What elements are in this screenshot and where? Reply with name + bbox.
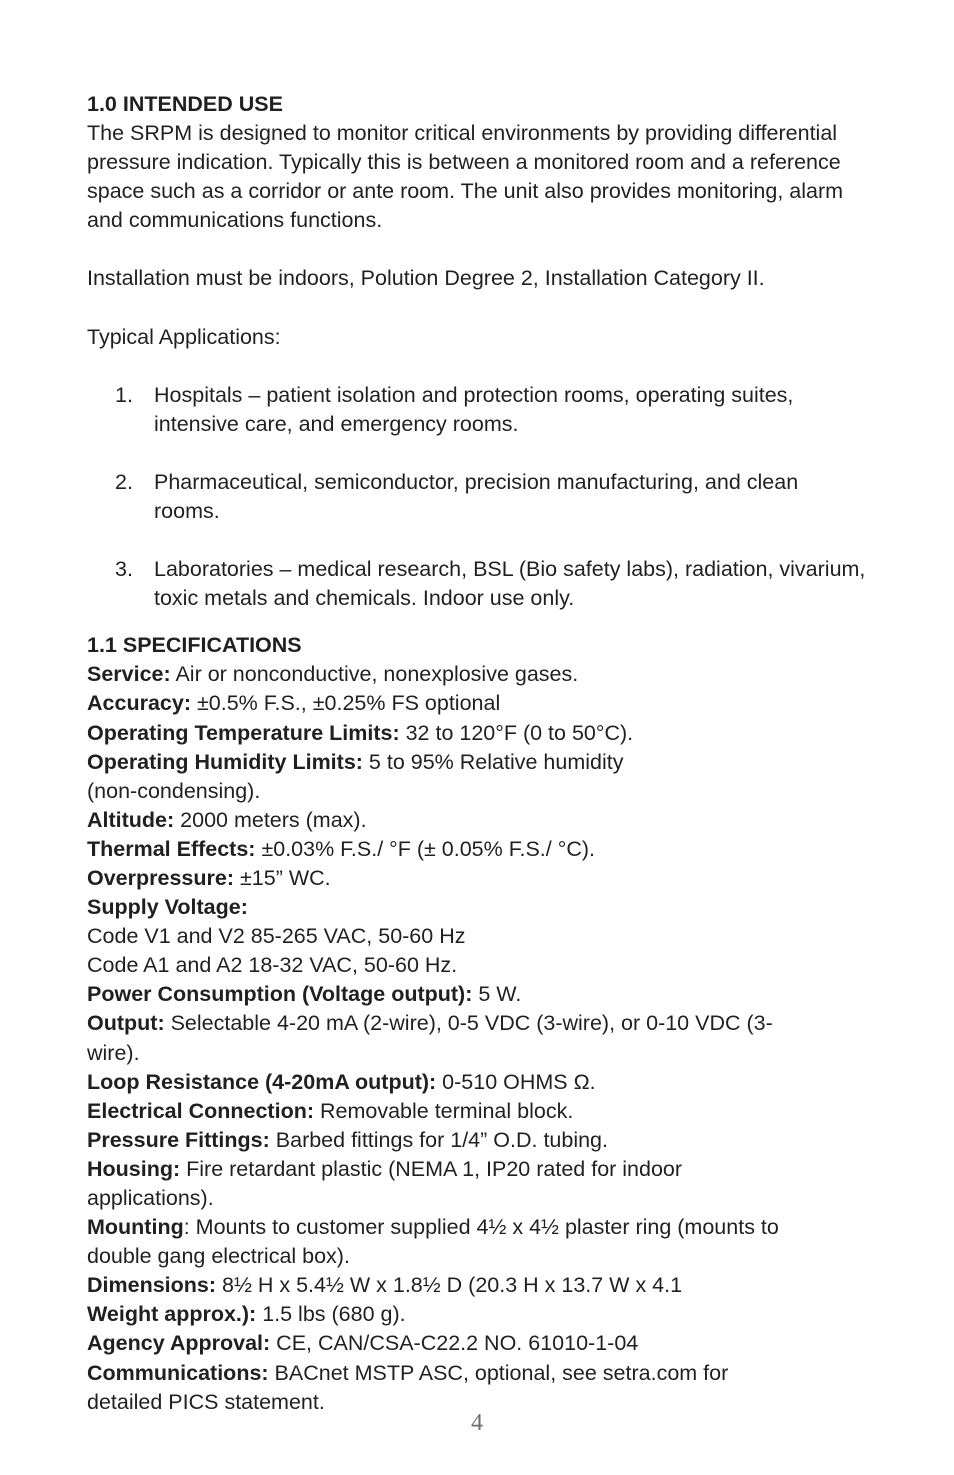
- spec-label: Operating Humidity Limits:: [87, 749, 363, 774]
- spec-electrical-connection: [87, 1097, 867, 1126]
- spec-value: 1.5 lbs (680 g).: [256, 1302, 406, 1327]
- spec-thermal-effects: [87, 835, 867, 864]
- spec-label: Accuracy:: [87, 691, 191, 716]
- spec-label: Mounting: [87, 1215, 184, 1240]
- spec-value: 32 to 120°F (0 to 50°C).: [399, 720, 634, 745]
- spec-value: 5 W.: [472, 982, 522, 1007]
- spec-accuracy: [87, 689, 867, 718]
- spec-output: [87, 1009, 867, 1038]
- list-item: [87, 468, 867, 526]
- page-number: 4: [471, 1410, 483, 1436]
- list-item-number: 1.: [115, 382, 133, 407]
- spec-value: 8½ H x 5.4½ W x 1.8½ D (20.3 H x 13.7 W x 4.1: [216, 1273, 683, 1298]
- spec-label: Housing:: [87, 1156, 181, 1181]
- spacer: [87, 294, 867, 323]
- spec-value: Barbed fittings for 1/4” O.D. tubing.: [269, 1127, 608, 1152]
- spec-supply-voltage-line-2: Code A1 and A2 18-32 VAC, 50-60 Hz.: [87, 953, 458, 978]
- spec-service: [87, 660, 867, 689]
- spec-supply-voltage-line-1: Code V1 and V2 85-265 VAC, 50-60 Hz: [87, 924, 466, 949]
- spec-mounting-cont: double gang electrical box).: [87, 1244, 350, 1269]
- spec-value: Fire retardant plastic (NEMA 1, IP20 rated for indoor: [180, 1156, 683, 1181]
- spec-loop-resistance: [87, 1068, 867, 1097]
- spec-label: Thermal Effects:: [87, 836, 256, 861]
- spec-value: Air or nonconductive, nonexplosive gases.: [170, 662, 579, 687]
- spec-value: ±0.03% F.S./ °F (± 0.05% F.S./ °C).: [255, 836, 595, 861]
- spec-agency-approval: [87, 1329, 867, 1358]
- spec-mounting: [87, 1213, 867, 1242]
- list-item: [87, 381, 867, 439]
- spec-operating-temperature: [87, 719, 867, 748]
- spec-label: Loop Resistance (4-20mA output):: [87, 1069, 437, 1094]
- specifications-heading: 1.1 SPECIFICATIONS: [87, 633, 302, 658]
- spec-operating-humidity-cont: (non-condensing).: [87, 778, 261, 803]
- spec-label: Output:: [87, 1011, 165, 1036]
- spec-value: 2000 meters (max).: [174, 807, 367, 832]
- spacer: [87, 352, 867, 381]
- spec-value: : Mounts to customer supplied 4½ x 4½ plaster ring (mounts to: [183, 1215, 779, 1240]
- specifications-list: [87, 660, 867, 1416]
- spec-label: Supply Voltage:: [87, 895, 248, 920]
- spec-value: ±0.5% F.S., ±0.25% FS optional: [190, 691, 501, 716]
- intended-use-paragraph: The SRPM is designed to monitor critical environments by providing differential pressure indication. Typically this is between a monitored room and a reference space such as a corridor or ante room. The unit also provides monitoring, alarm and communications functions.: [87, 121, 844, 233]
- spec-operating-humidity: [87, 748, 867, 777]
- installation-note: Installation must be indoors, Polution Degree 2, Installation Category II.: [87, 266, 765, 291]
- spec-label: Altitude:: [87, 807, 175, 832]
- list-item-number: 3.: [115, 557, 133, 582]
- spec-supply-voltage: [87, 893, 867, 922]
- spec-label: Electrical Connection:: [87, 1098, 314, 1123]
- spec-label: Communications:: [87, 1360, 269, 1385]
- applications-label: Typical Applications:: [87, 324, 281, 349]
- spec-housing: [87, 1155, 867, 1184]
- spec-communications-cont: detailed PICS statement.: [87, 1389, 325, 1414]
- intended-use-heading: 1.0 INTENDED USE: [87, 92, 283, 116]
- list-item: [87, 555, 867, 613]
- spec-power-consumption: [87, 980, 867, 1009]
- spec-output-cont: wire).: [87, 1040, 140, 1065]
- spec-communications: [87, 1359, 867, 1388]
- spec-dimensions: [87, 1271, 867, 1300]
- spec-pressure-fittings: [87, 1126, 867, 1155]
- spec-label: Overpressure:: [87, 865, 234, 890]
- spec-label: Power Consumption (Voltage output):: [87, 982, 473, 1007]
- list-item-text: Hospitals – patient isolation and protection rooms, operating suites, intensive care, and emergency rooms.: [154, 382, 794, 436]
- spec-label: Service:: [87, 662, 171, 687]
- applications-list: [87, 381, 867, 614]
- spec-value: BACnet MSTP ASC, optional, see setra.com for: [268, 1360, 729, 1385]
- list-item-text: Pharmaceutical, semiconductor, precision manufacturing, and clean rooms.: [154, 469, 799, 523]
- spec-value: CE, CAN/CSA-C22.2 NO. 61010-1-04: [270, 1331, 639, 1356]
- spec-housing-cont: applications).: [87, 1186, 214, 1210]
- spec-label: Dimensions:: [87, 1273, 217, 1298]
- spec-value: 5 to 95% Relative humidity: [362, 749, 624, 774]
- list-item-number: 2.: [115, 469, 133, 494]
- spec-value: Removable terminal block.: [314, 1098, 574, 1123]
- spec-label: Operating Temperature Limits:: [87, 720, 400, 745]
- spec-value: Selectable 4-20 mA (2-wire), 0-5 VDC (3-wire), or 0-10 VDC (3-: [164, 1011, 773, 1036]
- spec-value: 0-510 OHMS Ω.: [436, 1069, 596, 1094]
- spec-label: Agency Approval:: [87, 1331, 271, 1356]
- document-page: [87, 90, 867, 1417]
- spec-label: Weight approx.):: [87, 1302, 257, 1327]
- spec-weight: [87, 1300, 867, 1329]
- spec-value: ±15” WC.: [234, 865, 331, 890]
- list-item-text: Laboratories – medical research, BSL (Bio safety labs), radiation, vivarium, toxic metals and chemicals. Indoor use only.: [154, 557, 866, 611]
- spec-overpressure: [87, 864, 867, 893]
- spec-label: Pressure Fittings:: [87, 1127, 270, 1152]
- spec-altitude: [87, 806, 867, 835]
- spacer: [87, 235, 867, 264]
